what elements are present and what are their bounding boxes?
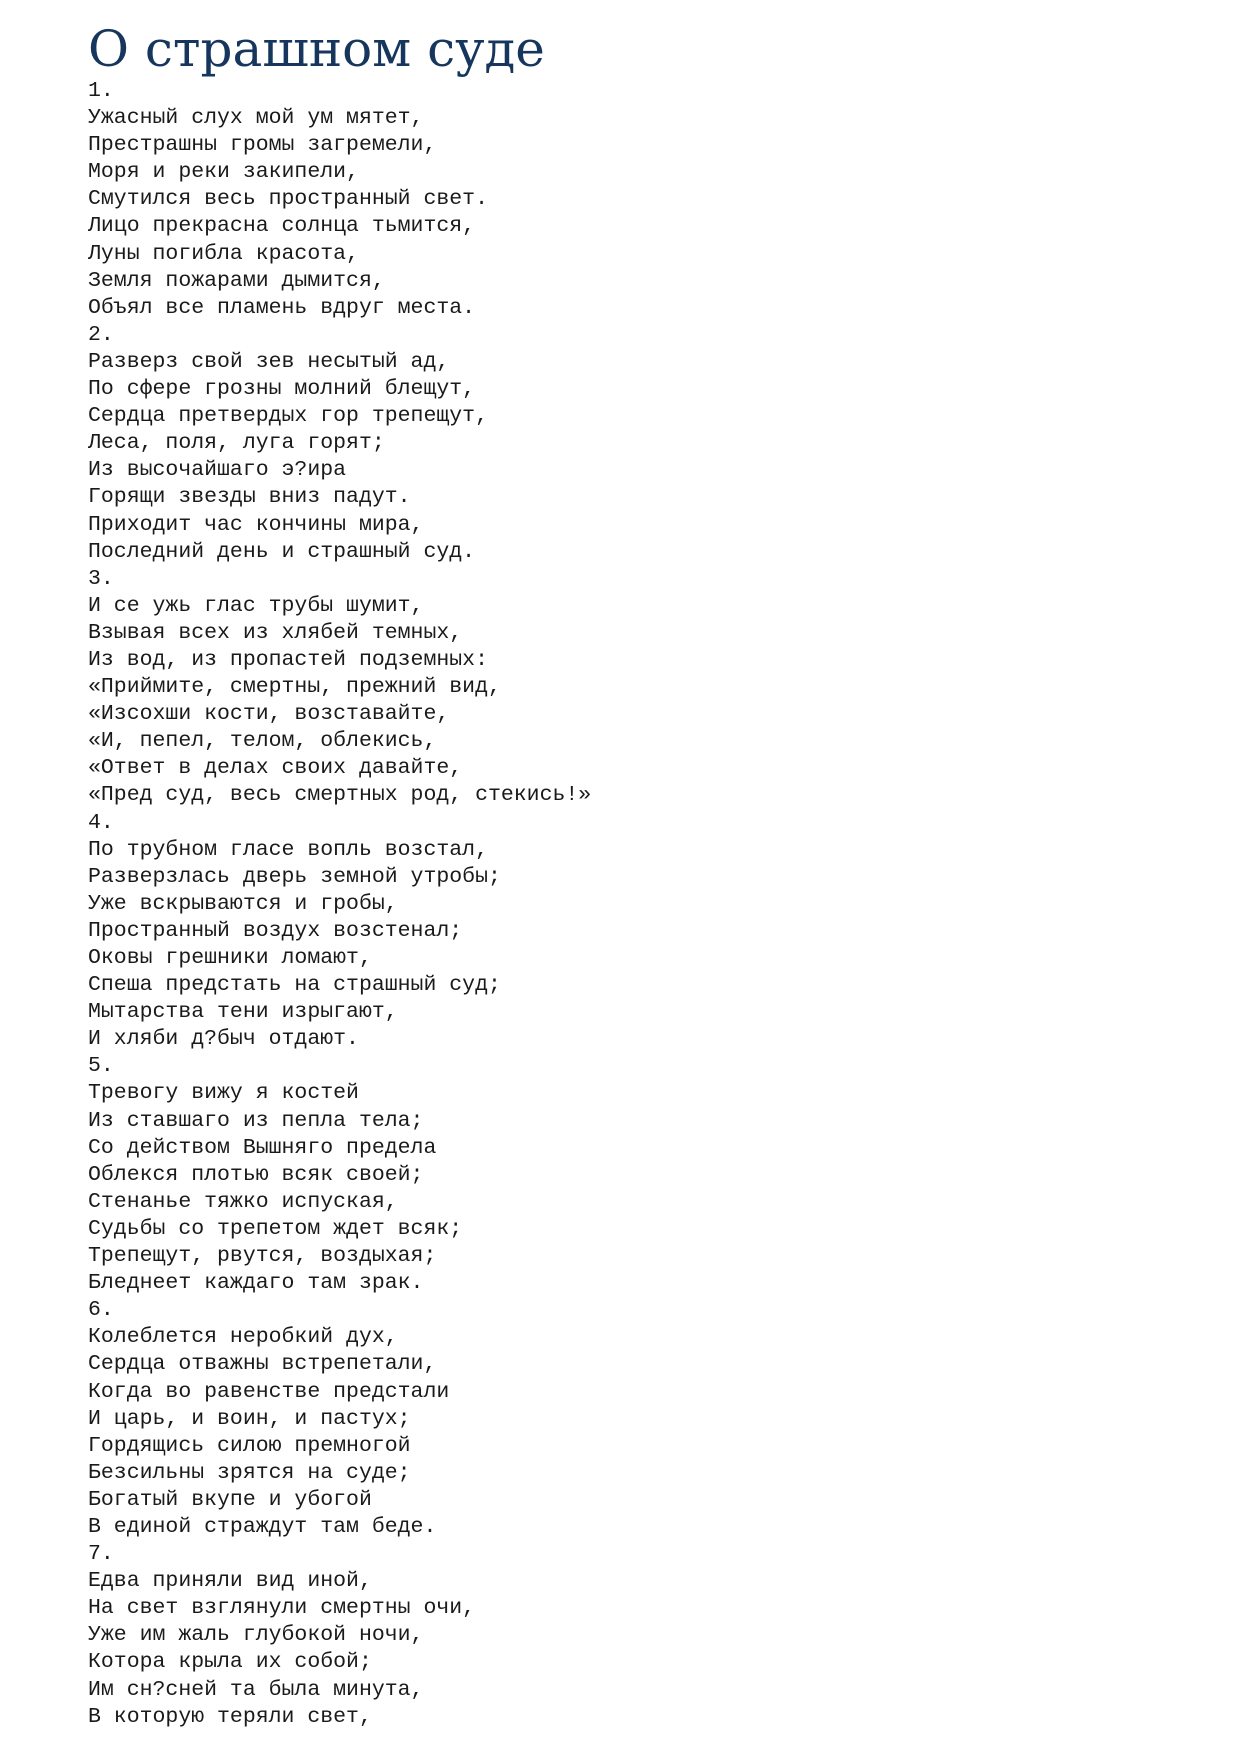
poem-line: Котора крыла их собой; [88, 1650, 372, 1675]
poem-line: И царь, и воин, и пастух; [88, 1406, 411, 1431]
poem-line: Безсильны зрятся на суде; [88, 1460, 411, 1485]
poem-line: Лицо прекрасна солнца тьмится, [88, 214, 476, 239]
poem-line: Трепещут, рвутся, воздыхая; [88, 1244, 437, 1269]
poem-line: Пространный воздух возстенал; [88, 918, 463, 943]
poem-line: По трубном гласе вопль возстал, [88, 837, 488, 862]
poem-line: Ужасный слух мой ум мятет, [88, 106, 424, 131]
poem-line: Судьбы со трепетом ждет всяк; [88, 1216, 463, 1241]
poem-line: Со действом Вышняго предела [88, 1135, 437, 1160]
page-title: О страшном суде [88, 20, 545, 78]
poem-line: Из ставшаго из пепла тела; [88, 1108, 424, 1133]
poem-line: По сфере грозны молний блещут, [88, 377, 476, 402]
poem-line: Тревогу вижу я костей [88, 1081, 359, 1106]
poem-line: 2. [88, 322, 114, 347]
poem-line: Едва приняли вид иной, [88, 1569, 372, 1594]
poem-line: Луны погибла красота, [88, 241, 359, 266]
poem-line: Разверз свой зев несытый ад, [88, 349, 450, 374]
poem-line: Разверзлась дверь земной утробы; [88, 864, 501, 889]
poem-line: Спеша предстать на страшный суд; [88, 973, 501, 998]
poem-line: 3. [88, 566, 114, 591]
poem-text [88, 78, 591, 1731]
poem-line: Колеблется неробкий дух, [88, 1325, 398, 1350]
poem-line: Моря и реки закипели, [88, 160, 359, 185]
poem-line: «Изсохши кости, возставайте, [88, 702, 450, 727]
poem-line: 4. [88, 810, 114, 835]
poem-line: Леса, поля, луга горят; [88, 431, 385, 456]
poem-line: Из вод, из пропастей подземных: [88, 647, 488, 672]
poem-line: Мытарства тени изрыгают, [88, 1000, 398, 1025]
poem-line: Уже вскрываются и гробы, [88, 891, 398, 916]
poem-line: Взывая всех из хлябей темных, [88, 620, 463, 645]
poem-line: Богатый вкупе и убогой [88, 1487, 372, 1512]
poem-line: 7. [88, 1542, 114, 1567]
poem-line: Им сн?сней та была минута, [88, 1677, 424, 1702]
poem-line: И се ужь глас трубы шумит, [88, 593, 424, 618]
poem-line: 6. [88, 1298, 114, 1323]
poem-line: Последний день и страшный суд. [88, 539, 476, 564]
poem-line: И хляби д?быч отдают. [88, 1027, 359, 1052]
poem-line: Приходит час кончины мира, [88, 512, 424, 537]
poem-line: Горящи звезды вниз падут. [88, 485, 411, 510]
poem-line: Земля пожарами дымится, [88, 268, 385, 293]
poem-line: «И, пепел, телом, облекись, [88, 729, 437, 754]
poem-line: Престрашны громы загремели, [88, 133, 437, 158]
poem-line: 5. [88, 1054, 114, 1079]
poem-line: Оковы грешники ломают, [88, 946, 372, 970]
poem-line: Когда во равенстве предстали [88, 1379, 450, 1404]
poem-line: Из высочайшаго э?ира [88, 458, 347, 483]
poem-line: Объял все пламень вдруг места. [88, 295, 476, 320]
poem-line: Смутился весь пространный свет. [88, 187, 488, 212]
poem-line: В единой страждут там беде. [88, 1514, 437, 1539]
poem-line: Облекся плотью всяк своей; [88, 1162, 424, 1187]
poem-line: На свет взглянули смертны очи, [88, 1596, 476, 1621]
poem-line: «Пред суд, весь смертных род, стекись!» [88, 783, 592, 808]
poem-line: Уже им жаль глубокой ночи, [88, 1623, 424, 1648]
poem-line: «Приймите, смертны, прежний вид, [88, 675, 501, 700]
poem-line: Сердца отважны встрепетали, [88, 1352, 437, 1377]
poem-line: В которую теряли свет, [88, 1704, 372, 1729]
poem-line: 1. [88, 79, 114, 103]
poem-line: Сердца претвердых гор трепещут, [88, 404, 488, 429]
poem-line: «Ответ в делах своих давайте, [88, 756, 463, 781]
poem-line: Бледнеет каждаго там зрак. [88, 1271, 424, 1296]
poem-line: Стенанье тяжко испуская, [88, 1189, 398, 1214]
poem-line: Гордящись силою премногой [88, 1433, 411, 1458]
